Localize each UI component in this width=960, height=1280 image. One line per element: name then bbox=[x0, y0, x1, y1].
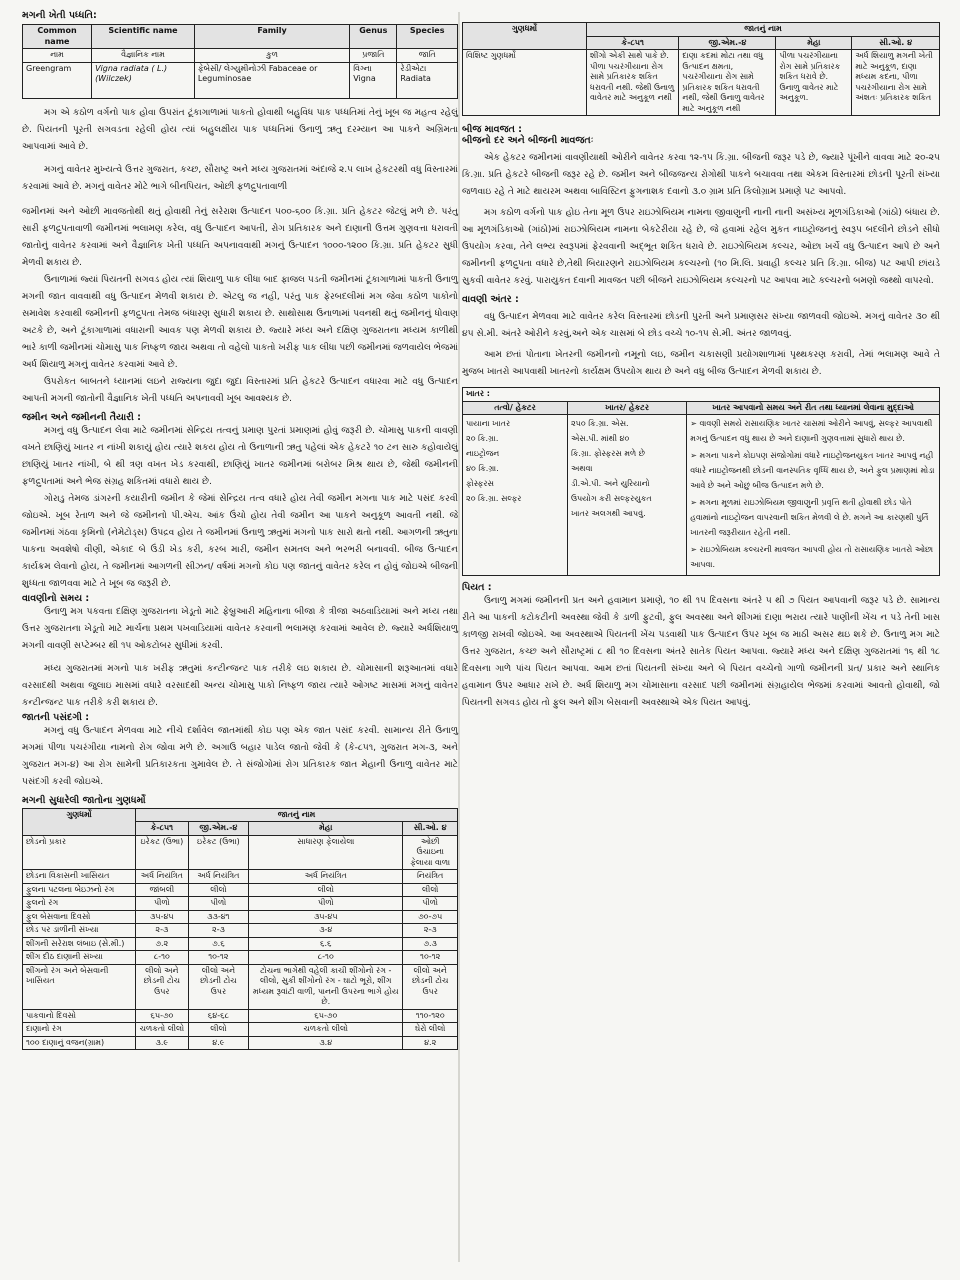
col-trait: ગુણધર્મો bbox=[463, 23, 587, 50]
trait-label: છોડ પર ડાળીની સંખ્યા bbox=[23, 924, 136, 938]
trait-value: ૬૫-૭૦ bbox=[136, 1009, 189, 1023]
trait-value: પીળો bbox=[136, 897, 189, 911]
arrow-bullet-icon: ➢ bbox=[690, 498, 700, 507]
trait-value: ૩૩-૪૧ bbox=[188, 910, 249, 924]
trait-value: ૪.૨ bbox=[403, 1036, 458, 1050]
trait-label: શીંગનો રંગ અને બેસવાની ખાસિયત bbox=[23, 964, 136, 1009]
fertilizer-table bbox=[462, 387, 940, 576]
trait-value: પીળો bbox=[403, 897, 458, 911]
table-row bbox=[23, 883, 458, 897]
variety-name: કે-૮૫૧ bbox=[587, 36, 679, 50]
trait-value: ઓછી ઉંચાઇના ફેલાયા વાળા bbox=[403, 835, 458, 870]
arrow-bullet-icon: ➢ bbox=[690, 419, 700, 428]
trait-value: લીલો bbox=[403, 883, 458, 897]
variety-traits-table bbox=[22, 808, 458, 1051]
heading-soil: જમીન અને જમીનની તૈયારી : bbox=[22, 411, 141, 423]
trait-value: ૧૦-૧૨ bbox=[403, 951, 458, 965]
arrow-bullet-icon: ➢ bbox=[690, 451, 700, 460]
nutrient-line: ૨૦ કિ.ગ્રા. bbox=[466, 434, 499, 443]
fertilizer-line: ખાતર અલગથી આપવું. bbox=[570, 509, 646, 518]
trait-label: ફુલના પટલના બેઇઝનો રંગ bbox=[23, 883, 136, 897]
fertilizer-line: અથવા bbox=[570, 464, 593, 473]
gu-header: કુળ bbox=[194, 49, 349, 63]
col-varieties: જાતનું નામ bbox=[136, 808, 458, 822]
gu-header: પ્રજાતિ bbox=[350, 49, 397, 63]
nutrients-cell bbox=[463, 415, 568, 576]
trait-cell: શીંગો એકી સાથે પાકે છે. પીળા પચરંગીયાના રોગ સામે પ્રતિકારક શકિત ધરાવતી નથી. જેથી ઉનાળુ વાવેતર માટે અનુકૂળ નથી bbox=[587, 50, 679, 116]
fertilizer-line: કિ.ગ્રા. ફોસ્ફરસ મળે છે bbox=[570, 449, 645, 458]
family-value: ફેબેસી/ લેગ્યુમીનોઝી Fabaceae or Leguminosae bbox=[194, 62, 349, 98]
trait-value: ટોચના ભાગેથી વહેલી કાચી શીંગોનો રંગ - લીલો, સુકી શીંગોનો રંગ - ઘાટો ભૂરો, શીંગ મધ્યમ રૂવાંટી વાળી, પાનની ઉપરના ભાગે હોય છે. bbox=[249, 964, 403, 1009]
scientific-name-table bbox=[22, 24, 458, 99]
heading-variety: જાતની પસંદગી : bbox=[22, 711, 90, 723]
trait-value: ઇરેકટ (ઉભા) bbox=[188, 835, 249, 870]
heading-seed-rate: બીજનો દર અને બીજની માવજતઃ bbox=[462, 135, 594, 146]
variety-name: જી.એમ.-૪ bbox=[188, 822, 249, 836]
nutrient-line: ૪૦ કિ.ગ્રા. bbox=[466, 464, 499, 473]
trait-value: અર્ધ નિયંત્રિત bbox=[249, 870, 403, 884]
trait-label: શીંગ દીઠ દાણાની સંખ્યા bbox=[23, 951, 136, 965]
heading-sowing-time: વાવણીનો સમય : bbox=[22, 592, 90, 604]
trait-value: લીલો અને છોડની ટોચ ઉપર bbox=[136, 964, 189, 1009]
trait-cell: અર્ધ શિયાળુ મગની ખેતી માટે અનુકૂળ, દાણા મધ્યમ કદના, પીળા પચરંગીયાના રોગ સામે અંશતઃ પ્રતિકારક શકિત bbox=[852, 50, 940, 116]
trait-value: ૭૦-૭૫ bbox=[403, 910, 458, 924]
trait-value: ચળકતો લીલો bbox=[136, 1023, 189, 1037]
variety-name: સી.ઓ. ૪ bbox=[403, 822, 458, 836]
fertilizer-title: ખાતર : bbox=[463, 388, 940, 402]
fertilizer-note bbox=[690, 495, 936, 540]
trait-value: ૩.૯ bbox=[136, 1036, 189, 1050]
col-method: ખાતર આપવાનો સમય અને રીત તથા ધ્યાનમાં લેવાના મુદ્દાઓ bbox=[687, 401, 940, 415]
trait-value: જાંબલી bbox=[136, 883, 189, 897]
paragraph: મગ કઠોળ વર્ગનો પાક હોઇ તેના મૂળ ઉપર રાઇઝોબિયમ નામના જીવાણુની નાની નાની અસંખ્ય મૂળગંડિકાઓ (ગાંઠો) બંધાય છે. આ મૂળગંડિકાઓ (ગાંઠો)માં રાઇઝોબિયમ નામના બેકટેરીયા રહે છે, જે હવામાં રહેલ મુકત નાઇટ્રોજનનું સ્વરૂપ બદલીને છોડને સીધો ઉપયોગ કરવા, તેને લભ્ય સ્વરૂપમાં ફેરવવાની અદ્ભૂત શકિત ધરાવે છે. રાઇઝોબિયમ કલ્ચર, ઓછા ખર્ચે વધુ ઉત્પાદન આપે છે અને જમીનની ફળદ્રુપતા વધારે છે,તેથી બિયારણને રાઇઝોબિયમ કલ્ચરનો (૧૦ મિ.લિ. પ્રવાહી કલ્ચર પ્રતિ કિ.ગ્રા. બીજ) પટ આપી છાંયડે સુકવી વાવેતર કરવું. પારાયુકત દવાની માવજત પછી બીજને રાઇઝોબિયમ કલ્ચરનો પટ આપવા માટે કલ્ચરનો બમણો જથ્થો વાપરવો. bbox=[462, 208, 940, 286]
trait-cell: પીળા પચરંગીયાના રોગ સામે પ્રતિકારક શકિત ધરાવે છે. ઉનાળુ વાવેતર માટે અનુકૂળ. bbox=[776, 50, 852, 116]
fertilizer-line: ઉપયોગ કરી સલ્ફરયુકત bbox=[570, 494, 652, 503]
trait-value: સાધારણ ફેલાયેલા bbox=[249, 835, 403, 870]
trait-value: પીળો bbox=[249, 897, 403, 911]
trait-label: ૧૦૦ દાણાનું વજન(ગ્રામ) bbox=[23, 1036, 136, 1050]
trait-label: છોડના વિકાસની ખાસિયત bbox=[23, 870, 136, 884]
col-species: Species bbox=[397, 25, 458, 49]
fertilizer-cell bbox=[567, 415, 686, 576]
common-name-value: Greengram bbox=[23, 62, 92, 98]
paragraph: મગનું વધુ ઉત્પાદન મેળવવા માટે નીચે દર્શાવેલ જાતમાંથી કોઇ પણ એક જાત પસંદ કરવી. સામાન્ય રીતે ઉનાળુ મગમાં પીળા પચરંગીયા નામનો રોગ જોવા મળે છે. અગાઉ બહાર પાડેલ જાતો જેવી કે (કે-૮૫૧, ગુજરાત મગ-૩, અને ગુજરાત મગ-૪) આ રોગ સામેની પ્રતિકારકતા ગુમાવેલ છે. તે સંજોગોમાં રોગ પ્રતિકારક જાત મેહાની ઉનાળુ વાવેતર માટે પસંદગી કરવી જોઇએ. bbox=[22, 725, 458, 787]
variety-name: મેહા bbox=[776, 36, 852, 50]
trait-value: ૬૫-૭૦ bbox=[249, 1009, 403, 1023]
trait-label: ફુલનો રંગ bbox=[23, 897, 136, 911]
paragraph: ઉનાળુ મગ પકવતા દક્ષિણ ગુજરાતના ખેડૂતો માટે ફેબ્રુઆરી મહિનાના બીજા કે ત્રીજા અઠવાડિયામાં અને મધ્ય તથા ઉત્તર ગુજરાતના ખેડૂતો માટે માર્ચના પ્રથમ પખવાડિયામાં વાવેતર કરવાની ભલામણ કરવામાં આવેલ છે. જ્યારે અર્ધશિયાળુ મગની વાવણી સપ્ટેમ્બર થી ૧૫ ઓકટોબર સુધીમાં કરવી. bbox=[22, 606, 458, 651]
trait-value: નિયંત્રિત bbox=[403, 870, 458, 884]
fertilizer-line: એસ.પી. માંથી ૪૦ bbox=[570, 434, 630, 443]
variety-name: કે-૮૫૧ bbox=[136, 822, 189, 836]
heading-irrigation: પિયત : bbox=[462, 582, 492, 593]
col-genus: Genus bbox=[350, 25, 397, 49]
table-row bbox=[23, 835, 458, 870]
fertilizer-line: ડી.એ.પી. અને યુરિયાનો bbox=[570, 479, 650, 488]
genus-value: વિગ્ના Vigna bbox=[350, 62, 397, 98]
trait-value: ૨-૩ bbox=[403, 924, 458, 938]
paragraph: ગોરાડુ તેમજ ડાંગરની કયારીની જમીન કે જેમાં સેન્દ્રિય તત્વ વધારે હોય તેવી જમીન મગના પાક માટે પસંદ કરવી જોઇએ. ખૂબ રેતાળ અને જે જમીનનો પી.એચ. આંક ઉંચો હોય તેવી જમીન આ પાકને અનુકૂળ આવતી નથી. જે જમીનમાં ગંઠવા કૃમિનો (નેમેટોડ્સ) ઉપદ્રવ હોય તે જમીનમાં ઉનાળુ ઋતુમાં મગનો પાક સારો થતો નથી. આગળની ઋતુના પાકના અવશેષો વીણી, એકાદ બે ઉંડી ખેડ કરી, કરબ મારી, જમીન સમતલ અને ભરભરી બનાવવી. બીજ ઉત્પાદન કાર્યક્રમ લેવાનો હોય, તે જમીનમાં આગળની સીઝન/ વર્ષમાં મગનો કોઇ પણ જાતનું વાવેતર કરેલ ન હોવું જોઇએ બીજની શુધ્ધતા જાળવવા માટે તે ખૂબ જ જરૂરી છે. bbox=[22, 493, 458, 589]
trait-label: પાકવાનો દિવસો bbox=[23, 1009, 136, 1023]
table-row bbox=[23, 964, 458, 1009]
paragraph: મગનું વાવેતર મુખ્યત્વે ઉત્તર ગુજરાત, કચ્છ, સૌરાષ્ટ્ર અને મધ્ય ગુજરાતમાં અંદાજે ૨.૫ લાખ હેકટરથી વધુ વિસ્તારમાં કરવામાં આવે છે. મગનું વાવેતર મોટે ભાગે બીનપિયત, ઓછી ફળદ્રુપતાવાળી bbox=[22, 164, 458, 192]
nutrient-line: પાયાના ખાતર bbox=[466, 419, 511, 428]
trait-value: લીલો bbox=[249, 883, 403, 897]
table-row bbox=[23, 870, 458, 884]
right-column bbox=[462, 0, 940, 712]
trait-value: ઘેરો લીલો bbox=[403, 1023, 458, 1037]
trait-value: ઇરેકટ (ઉભા) bbox=[136, 835, 189, 870]
method-cell bbox=[687, 415, 940, 576]
trait-value: ૭.૨ bbox=[136, 937, 189, 951]
trait-value: ૭.૬ bbox=[188, 937, 249, 951]
trait-value: ૬૪-૬૮ bbox=[188, 1009, 249, 1023]
trait-label: દાણાનો રંગ bbox=[23, 1023, 136, 1037]
heading-spacing: વાવણી અંતર : bbox=[462, 294, 519, 305]
trait-value: અર્ધ નિયંત્રિત bbox=[188, 870, 249, 884]
gu-header: જાતિ bbox=[397, 49, 458, 63]
heading-cultivation: મગની ખેતી પધ્ધતિ: bbox=[22, 10, 97, 21]
table-row bbox=[23, 937, 458, 951]
col-varieties: જાતનું નામ bbox=[587, 23, 940, 37]
table-row bbox=[23, 1023, 458, 1037]
trait-value: ૧૦-૧૨ bbox=[188, 951, 249, 965]
page-gutter bbox=[458, 12, 460, 1262]
gu-header: વૈજ્ઞાનિક નામ bbox=[92, 49, 195, 63]
scientific-name-value: Vigna radiata ( L.) (Wilczek) bbox=[92, 62, 195, 98]
trait-value: ૭.૩ bbox=[403, 937, 458, 951]
trait-value: ૧૧૦-૧૨૦ bbox=[403, 1009, 458, 1023]
paragraph: ઉનાળામાં જ્યાં પિયતની સગવડ હોય ત્યાં શિયાળુ પાક લીધા બાદ ફાજલ પડતી જમીનમાં ટૂંકાગાળામાં પાકતી ઉનાળુ મગની જાત વાવવાથી વધુ ઉત્પાદન મેળવી શકાય છે. એટલુ જ નહી, પરંતુ પાક ફેરબદલીમાં મગ જેવા કઠોળ પાકોનો સમાવેશ કરવાથી જમીનની ફળદ્રુપતા તેમજ બંધારણ સુધારી શકાય છે. સાથોસાથ ઉનાળામાં પવનથી થતું જમીનનું ધોવાણ અટકે છે, અને ટૂંકાગાળામાં વધારાની આવક પણ મેળવી શકાય છે. જ્યારે મધ્ય અને દક્ષિણ ગુજરાતના મધ્યમ કાળીથી ભારે કાળી જમીનમાં ચોમાસુ પાક નિષ્ફળ જાય અથવા તો વહેલો પાકતો ખરીફ પાક લીધા પછી જમીનમાં જળવાયેલ ભેજમાં અર્ધ શિયાળુ મગનું વાવેતર કરવામાં આવે છે. bbox=[22, 274, 458, 370]
paragraph: મગનું વધુ ઉત્પાદન લેવા માટે જમીનમાં સેન્દ્રિય તત્વનું પ્રમાણ પુરતાં પ્રમાણમાં હોવું જરૂરી છે. ચોમાસુ પાકની વાવણી વખતે છાણિયું ખાતર ન નાંખી શકાયું હોય ત્યારે શકય હોય તો ઉનાળાની ઋતુ પહેલાં એક હેકટરે ૧૦ ટન સારુ કહોવાયેલું છાણિયું ખાતર નાંખી, બે થી ત્રણ વખત ખેડ કરવાથી, છાણિયું ખાતર જમીનમાં બરોબર મિશ્ર થાય છે, જેથી જમીનની ફળદ્રુપતામાં અને ભેજ સંગ્રહ શકિતમાં વધારો થાય છે. bbox=[22, 425, 458, 487]
col-fertilizer: ખાતર/ હેકટર bbox=[567, 401, 686, 415]
variety-special-traits-table bbox=[462, 22, 940, 116]
trait-value: ૩૫-૪૫ bbox=[249, 910, 403, 924]
table-row bbox=[23, 910, 458, 924]
trait-value: ૬.૬ bbox=[249, 937, 403, 951]
paragraph: આમ છતાં પોતાના ખેતરની જમીનનો નમૂનો લઇ, જમીન ચકાસણી પ્રયોગશાળામાં પૃથ્થકરણ કરાવી, તેમાં ભલામણ આવે તે મુજબ ખાતરો આપવાથી ખાતરનો કાર્યક્ષમ ઉપયોગ થાય છે અને વધુ બીજ ઉત્પાદન મેળવી શકાય છે. bbox=[462, 350, 940, 377]
variety-name: જી.એમ.-૪ bbox=[679, 36, 776, 50]
trait-value: ૨-૩ bbox=[188, 924, 249, 938]
fertilizer-note-text: મગના પાકને કોઇપણ સંજોગોમાં વધારે નાઇટ્રોજનયુકત ખાતર આપવું નહી વધારે નાઇટ્રોજનથી છોડની વાનસ્પતિક વૃધ્ધિ થાય છે, અને ફુલ પ્રમાણમાં મોડા આવે છે અને ઓછું બીજ ઉત્પાદન મળે છે. bbox=[690, 451, 935, 490]
trait-value: ૮-૧૦ bbox=[136, 951, 189, 965]
trait-value: લીલો અને છોડની ટોચ ઉપર bbox=[403, 964, 458, 1009]
trait-value: લીલો અને છોડની ટોચ ઉપર bbox=[188, 964, 249, 1009]
col-common-name: Common name bbox=[23, 25, 92, 49]
trait-value: અર્ધ નિયંત્રિત bbox=[136, 870, 189, 884]
fertilizer-note bbox=[690, 416, 936, 446]
fertilizer-note-text: રાઇઝોબિયમ કલ્ચરની માવજત આપવી હોય તો રાસાયણિક ખાતરો ઓછા આપવા. bbox=[690, 545, 934, 569]
paragraph: વધુ ઉત્પાદન મેળવવા માટે વાવેતર કરેલ વિસ્તારમાં છોડની પુરતી અને પ્રમાણસર સંખ્યા જાળવવી જોઇએ. મગનું વાવેતર ૩૦ થી ૪૫ સે.મી. અંતરે ઓરીને કરવું,અને એક ચાસમાં બે છોડ વચ્ચે ૧૦-૧૫ સે.મી. અંતર જાળવવું. bbox=[462, 312, 940, 339]
fertilizer-note bbox=[690, 542, 936, 572]
trait-value: ૩-૪ bbox=[249, 924, 403, 938]
trait-value: ૮-૧૦ bbox=[249, 951, 403, 965]
fertilizer-note-text: વાવણી સમયે રાસાયણિક ખાતર ચાસમાં ઓરીને આપવું, સલ્ફર આપવાથી મગનું ઉત્પાદન વધુ થાય છે અને દાણાની ગુણવત્તામાં સુધારો થાય છે. bbox=[690, 419, 933, 443]
row-label: વિશિષ્ટ ગુણધર્મો bbox=[463, 50, 587, 116]
trait-label: છોડનો પ્રકાર bbox=[23, 835, 136, 870]
heading-seed-treatment: બીજ માવજત : bbox=[462, 124, 522, 135]
trait-value: ૪.૯ bbox=[188, 1036, 249, 1050]
table-row bbox=[23, 924, 458, 938]
heading-improved-varieties: મગની સુધારેલી જાતોના ગુણધર્મો bbox=[22, 794, 146, 806]
table-row bbox=[23, 951, 458, 965]
paragraph: ઉપરોકત બાબતને ધ્યાનમાં લઇને રાજ્યના જુદા જુદા વિસ્તારમાં પ્રતિ હેકટરે ઉત્પાદન વધારવા માટે વધુ ઉત્પાદન આપતી મગની જાતોની વૈજ્ઞાનિક ખેતી પધ્ધતિ અપનાવવી ખૂબ આવશ્યક છે. bbox=[22, 376, 458, 404]
trait-label: ફુલ બેસવાના દિવસો bbox=[23, 910, 136, 924]
paragraph: મધ્ય ગુજરાતમાં મગનો પાક ખરીફ ઋતુમાં કન્ટીન્જન્ટ પાક તરીકે લઇ શકાય છે. ચોમાસાની શરૂઆતમાં વધારે વરસાદથી અથવા જુલાઇ માસમાં વધારે વરસાદથી અન્ય ચોમાસુ પાકો નિષ્ફળ જાય ત્યારે ઓગષ્ટ માસમાં મગનું વાવેતર કન્ટીન્જન્ટ પાક તરીકે કરી શકાય છે. bbox=[22, 663, 458, 708]
col-family: Family bbox=[194, 25, 349, 49]
paragraph: એક હેકટર જમીનમાં વાવણીયાથી ઓરીને વાવેતર કરવા ૧૨-૧૫ કિ.ગ્રા. બીજની જરૂર પડે છે, જ્યારે પૂંખીને વાવવા માટે ૨૦-૨૫ કિ.ગ્રા. પ્રતિ હેકટરે બીજની જરૂર રહે છે. જમીન અને બીજજન્ય રોગોથી પાકને બચાવવા તથા એકમ વિસ્તારમાં છોડની પૂરતી સંખ્યા જળવાઇ રહે તે માટે થાયરમ અથવા બાવિસ્ટિન ફુગનાશક દવાનો ૩.૦ ગ્રામ પ્રતિ કિલોગ્રામ પ્રમાણે પટ આપવો. bbox=[462, 153, 940, 197]
trait-rows bbox=[23, 835, 458, 1050]
trait-cell: દાણા કદમાં મોટા તથા વધુ ઉત્પાદન ક્ષમતા, પચરંગીયાના રોગ સામે પ્રતિકારક શકિત ધરાવતી નથી, જેથી ઉનાળુ વાવેતર માટે અનુકૂળ નથી bbox=[679, 50, 776, 116]
table-row bbox=[23, 897, 458, 911]
table-row bbox=[23, 1009, 458, 1023]
trait-value: લીલો bbox=[188, 1023, 249, 1037]
col-scientific-name: Scientific name bbox=[92, 25, 195, 49]
trait-value: ચળકતો લીલો bbox=[249, 1023, 403, 1037]
fertilizer-note bbox=[690, 448, 936, 493]
trait-value: ૩.૪ bbox=[249, 1036, 403, 1050]
trait-value: પીળો bbox=[188, 897, 249, 911]
arrow-bullet-icon: ➢ bbox=[690, 545, 700, 554]
table-row bbox=[23, 1036, 458, 1050]
species-value: રેડીએટા Radiata bbox=[397, 62, 458, 98]
trait-value: લીલો bbox=[188, 883, 249, 897]
col-trait: ગુણધર્મો bbox=[23, 808, 136, 835]
paragraph: ઉનાળુ મગમાં જમીનની પ્રત અને હવામાન પ્રમાણે, ૧૦ થી ૧૫ દિવસના અંતરે ૫ થી ૭ પિયત આપવાની જરૂર પડે છે. સામાન્ય રીતે આ પાકની કટોકટીની અવસ્થા જેવી કે ડાળી ફુટવી, ફુલ અવસ્થા અને શીંગમાં દાણા ભરાય ત્યારે પાણીની ખેંચ ન પડે તેની ખાસ કાળજી રાખવી જોઇએ. આ અવસ્થાએ પિયતની ખેંચ પડવાથી પાક ઉત્પાદન ઉપર ખૂબ જ માઠી અસર થઇ શકે છે. ઉનાળુ મગ માટે ઉત્તર ગુજરાત, કચ્છ અને સૌરાષ્ટ્રમાં ૮ થી ૧૦ દિવસના અંતરે સાતેક પિયત આપવા. જ્યારે મધ્ય અને દક્ષિણ ગુજરાતમાં ૧૬ થી ૧૮ દિવસના ગાળે પાંચ પિયત આપવા. આમ છતાં પિયતની સંખ્યા અને બે પિયત વચ્ચેનો ગાળો જમીનની પ્રત/ પ્રકાર અને સ્થાનિક હવામાન ઉપર આધાર રાખે છે. અર્ધ શિયાળુ મગ ચોમાસાના વરસાદ પછી જમીનમાં સંગ્રહાયેલ ભેજમાં કરવામાં આવતો હોવાથી, જો પિયતની સગવડ હોય તો ફુલ અને શીંગ બેસવાની અવસ્થાએ એક પિયત આપવું. bbox=[462, 596, 940, 708]
trait-value: ૩૫-૪૫ bbox=[136, 910, 189, 924]
variety-name: મેહા bbox=[249, 822, 403, 836]
fertilizer-note-text: મગના મૂળમાં રાઇઝોબિયમ જીવાણુની પ્રવૃત્તિ થતી હોવાથી છોડ પોતે હવામાંનો નાઇટ્રોજન વાપરવાની શકિત મેળવી લે છે. મગને આ કારણથી પુર્તિ ખાતરની જરૂરીયાત રહેતી નથી. bbox=[690, 498, 929, 537]
nutrient-line: ૨૦ કિ.ગ્રા. સલ્ફર bbox=[466, 494, 522, 503]
trait-value: ૨-૩ bbox=[136, 924, 189, 938]
left-column bbox=[22, 0, 458, 1050]
nutrient-line: ફોસ્ફરસ bbox=[466, 479, 494, 488]
paragraph: જમીનમાં અને ઓછી માવજતોથી થતું હોવાથી તેનું સરેરાશ ઉત્પાદન ૫૦૦-૬૦૦ કિ.ગ્રા. પ્રતિ હેકટર જેટલું મળે છે. પરંતુ સારી ફળદ્રુપતાવાળી જમીનમાં ભલામણ કરેલ, વધુ ઉત્પાદન આપતી, રોગ પ્રતિકારક અને દાણાની ઉત્તમ ગુણવત્તા ધરાવતી જાતોનું વાવેતર કરવામાં અને વૈજ્ઞાનિક ખેતી પધ્ધતિ અપનાવવાથી મગનું ઉત્પાદન ૧૦૦૦-૧૨૦૦ કિ.ગ્રા. પ્રતિ હેકટર સુધી મેળવી શકાય છે. bbox=[22, 206, 458, 268]
col-nutrients: તત્વો/ હેકટર bbox=[463, 401, 568, 415]
fertilizer-line: ૨૫૦ કિ.ગ્રા. એસ. bbox=[570, 419, 629, 428]
nutrient-line: નાઇટ્રોજન bbox=[466, 449, 500, 458]
paragraph: મગ એ કઠોળ વર્ગનો પાક હોવા ઉપરાંત ટૂંકાગાળામાં પાકતો હોવાથી બહુવિધ પાક પધ્ધતિમાં તેનું ખૂબ જ મહત્વ રહેલું છે. પિયતની પૂરતી સગવડતા રહેલી હોય ત્યાં બહુલક્ષીય પાક પધ્ધતિમાં ઉનાળું ઋતુ દરમ્યાન આ પાકને અગ્રિમતા આપવામાં આવે છે. bbox=[22, 107, 458, 152]
variety-name: સી.ઓ. ૪ bbox=[852, 36, 940, 50]
trait-label: શીંગની સરેરાશ લંબાઇ (સે.મી.) bbox=[23, 937, 136, 951]
gu-header: નામ bbox=[23, 49, 92, 63]
